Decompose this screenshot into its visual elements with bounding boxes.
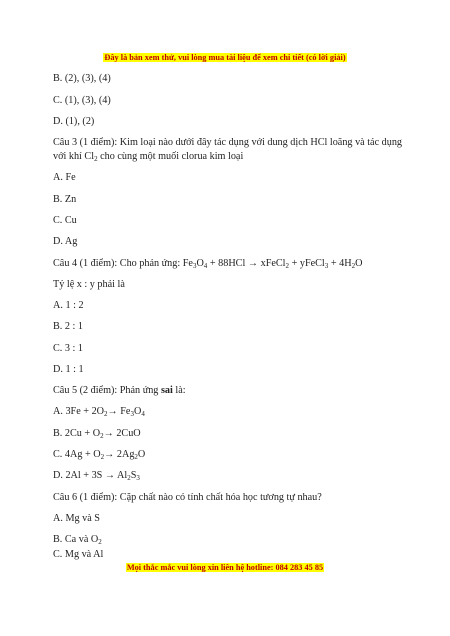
reaction-arrow-icon: → [247,258,259,269]
preview-notice-banner [0,52,450,63]
question-5-option-b: B. $2Cu + O_2\to 2CuO$ [53,428,141,440]
question-3-option-b: B. Zn [53,194,77,205]
question-4-option-a: A. 1 : 2 [53,300,84,311]
question-4-option-d: D. 1 : 1 [53,364,84,375]
question-5-option-a: A. $3Fe + 2O_2\to Fe_3O_4$ [53,406,145,418]
question-3-option-d: D. Ag [53,236,78,247]
option-c-prev: C. (1), (3), (4) [53,95,111,106]
question-3-option-a: A. Fe [53,172,76,183]
question-4-option-c: C. 3 : 1 [53,343,84,354]
option-b-prev: B. (2), (3), (4) [53,73,111,84]
hotline-text: Mọi thắc mắc vui lòng xin liên hệ hotline: 084 283 45 85 [126,563,324,572]
question-3-option-c: C. Cu [53,215,77,226]
question-5-stem: Câu 5 (2 điểm): Phản ứng sai là: [53,385,186,396]
question-4-equation: $Fe_3O_4 + 88HCl$ → xFeCl$_2$ + yFeCl$_3$ + $4H_2O$ [182,258,363,270]
question-3-line-1: Câu 3 (1 điểm): Kim loại nào dưới đây tác dụng với dung dịch HCl loãng và tác dụng [53,137,403,148]
option-d-prev: D. (1), (2) [53,116,95,127]
question-6-stem: Câu 6 (1 điểm): Cặp chất nào có tính chất hóa học tương tự nhau? [53,492,322,503]
question-5-option-d: D. $2Al + 3S \to Al_2S_3$ [53,470,140,482]
question-4-stem: Câu 4 (1 điểm): Cho phản ứng: $Fe_3O_4 + 88HCl$ → xFeCl$_2$ + yFeCl$_3$ + $4H_2O$ [53,258,363,270]
question-5-option-c: C. $4Ag + O_2\to 2Ag_2O$ [53,449,146,461]
reaction-arrow-icon: → [104,449,115,460]
preview-notice-text: Đây là bản xem thử, vui lòng mua tài liệu để xem chi tiết (có lời giải) [104,53,346,62]
question-3-line-2: với khí $Cl_2$ cho cùng một muối clorua kim loại [53,151,244,163]
hotline-banner [0,562,450,573]
reaction-arrow-icon: → [107,406,118,417]
question-4-ratio: Tỷ lệ x : y phải là [53,279,125,290]
question-4-option-b: B. 2 : 1 [53,321,84,332]
reaction-arrow-icon: → [103,428,114,439]
question-6-option-c: C. Mg và Al [53,549,104,560]
reaction-arrow-icon: → [104,470,116,481]
question-6-option-a: A. Mg và S [53,513,100,524]
question-6-option-b: B. Ca và $O_2$ [53,534,102,546]
